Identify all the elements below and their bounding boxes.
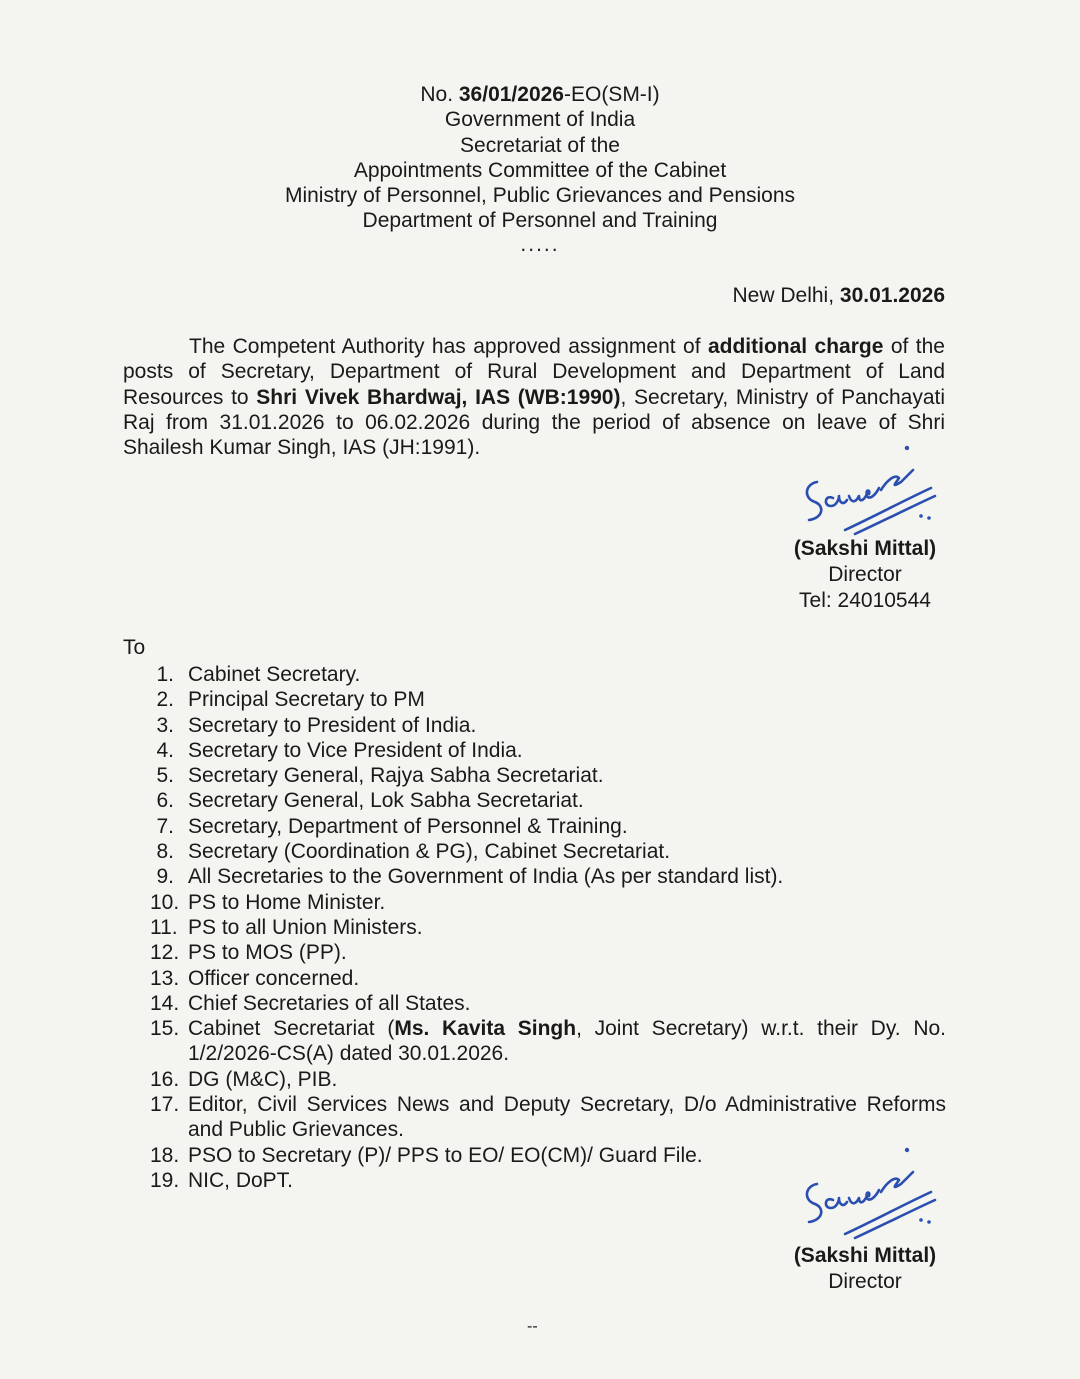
list-item: 15. Cabinet Secretariat (Ms. Kavita Singh, Joint Secretary) w.r.t. their Dy. No. 1/2/2026-CS(A) dated 30.01.2026. <box>150 1017 946 1066</box>
list-item: 19. NIC, DoPT. <box>150 1168 294 1192</box>
signatory-designation: Director <box>828 563 902 586</box>
list-item: 12. PS to MOS (PP). <box>150 941 347 965</box>
list-item: 3. Secretary to President of India. <box>156 713 477 737</box>
date-line: New Delhi, 30.01.2026 <box>732 284 945 307</box>
signature-2 <box>795 1140 945 1245</box>
signatory-name: (Sakshi Mittal) <box>793 537 937 560</box>
list-item: 17. Editor, Civil Services News and Deputy Secretary, D/o Administrative Reforms and Public Grievances. <box>150 1093 946 1142</box>
header-line: Ministry of Personnel, Public Grievances and Pensions <box>284 184 796 208</box>
signature-block-2 <box>775 1243 955 1295</box>
signatory-telephone: Tel: 24010544 <box>799 589 931 612</box>
list-item: 13. Officer concerned. <box>150 966 360 990</box>
order-paragraph: The Competent Authority has approved assignment of additional charge of the posts of Secretary, Department of Rural Development and Department of Land Resources to Shri Vivek Bhardwaj, IAS (WB:1990), Secretary, Ministry of Panchayati Raj from 31.01.2026 to 06.02.2026 during the period of absence on leave of Shri Shailesh Kumar Singh, IAS (JH:1991). <box>123 335 946 460</box>
signatory-designation: Director <box>828 1270 902 1293</box>
list-item: 14. Chief Secretaries of all States. <box>150 991 471 1015</box>
list-item: 8. Secretary (Coordination & PG), Cabinet Secretariat. <box>156 840 671 864</box>
header-line: Appointments Committee of the Cabinet <box>353 158 727 182</box>
page-footer-mark: -- <box>527 1318 538 1335</box>
list-item: 5. Secretary General, Rajya Sabha Secretariat. <box>156 764 604 788</box>
list-item: 1. Cabinet Secretary. <box>156 663 361 686</box>
signatory-name: (Sakshi Mittal) <box>793 1244 937 1267</box>
list-item: 18. PSO to Secretary (P)/ PPS to EO/ EO(CM)/ Guard File. <box>150 1143 703 1167</box>
letter-header <box>0 82 1080 257</box>
signature-1 <box>795 440 945 540</box>
signature-block-1 <box>775 536 955 614</box>
header-line: Government of India <box>444 108 636 132</box>
separator-dots: ..... <box>520 232 560 256</box>
list-item: 9. All Secretaries to the Government of India (As per standard list). <box>156 865 784 889</box>
list-item: 2. Principal Secretary to PM <box>156 688 425 712</box>
header-line: Department of Personnel and Training <box>362 209 718 233</box>
list-item: 7. Secretary, Department of Personnel & Training. <box>156 814 628 838</box>
list-item: 16. DG (M&C), PIB. <box>150 1067 338 1091</box>
header-line: Secretariat of the <box>460 133 620 157</box>
list-item: 4. Secretary to Vice President of India. <box>156 738 523 762</box>
list-item: 6. Secretary General, Lok Sabha Secretariat. <box>156 789 584 813</box>
distribution-list <box>150 662 946 1193</box>
list-item: 10. PS to Home Minister. <box>150 890 386 914</box>
to-label: To <box>123 636 146 659</box>
reference-number: No. 36/01/2026-EO(SM-I) <box>420 83 660 106</box>
list-item: 11. PS to all Union Ministers. <box>150 915 423 939</box>
